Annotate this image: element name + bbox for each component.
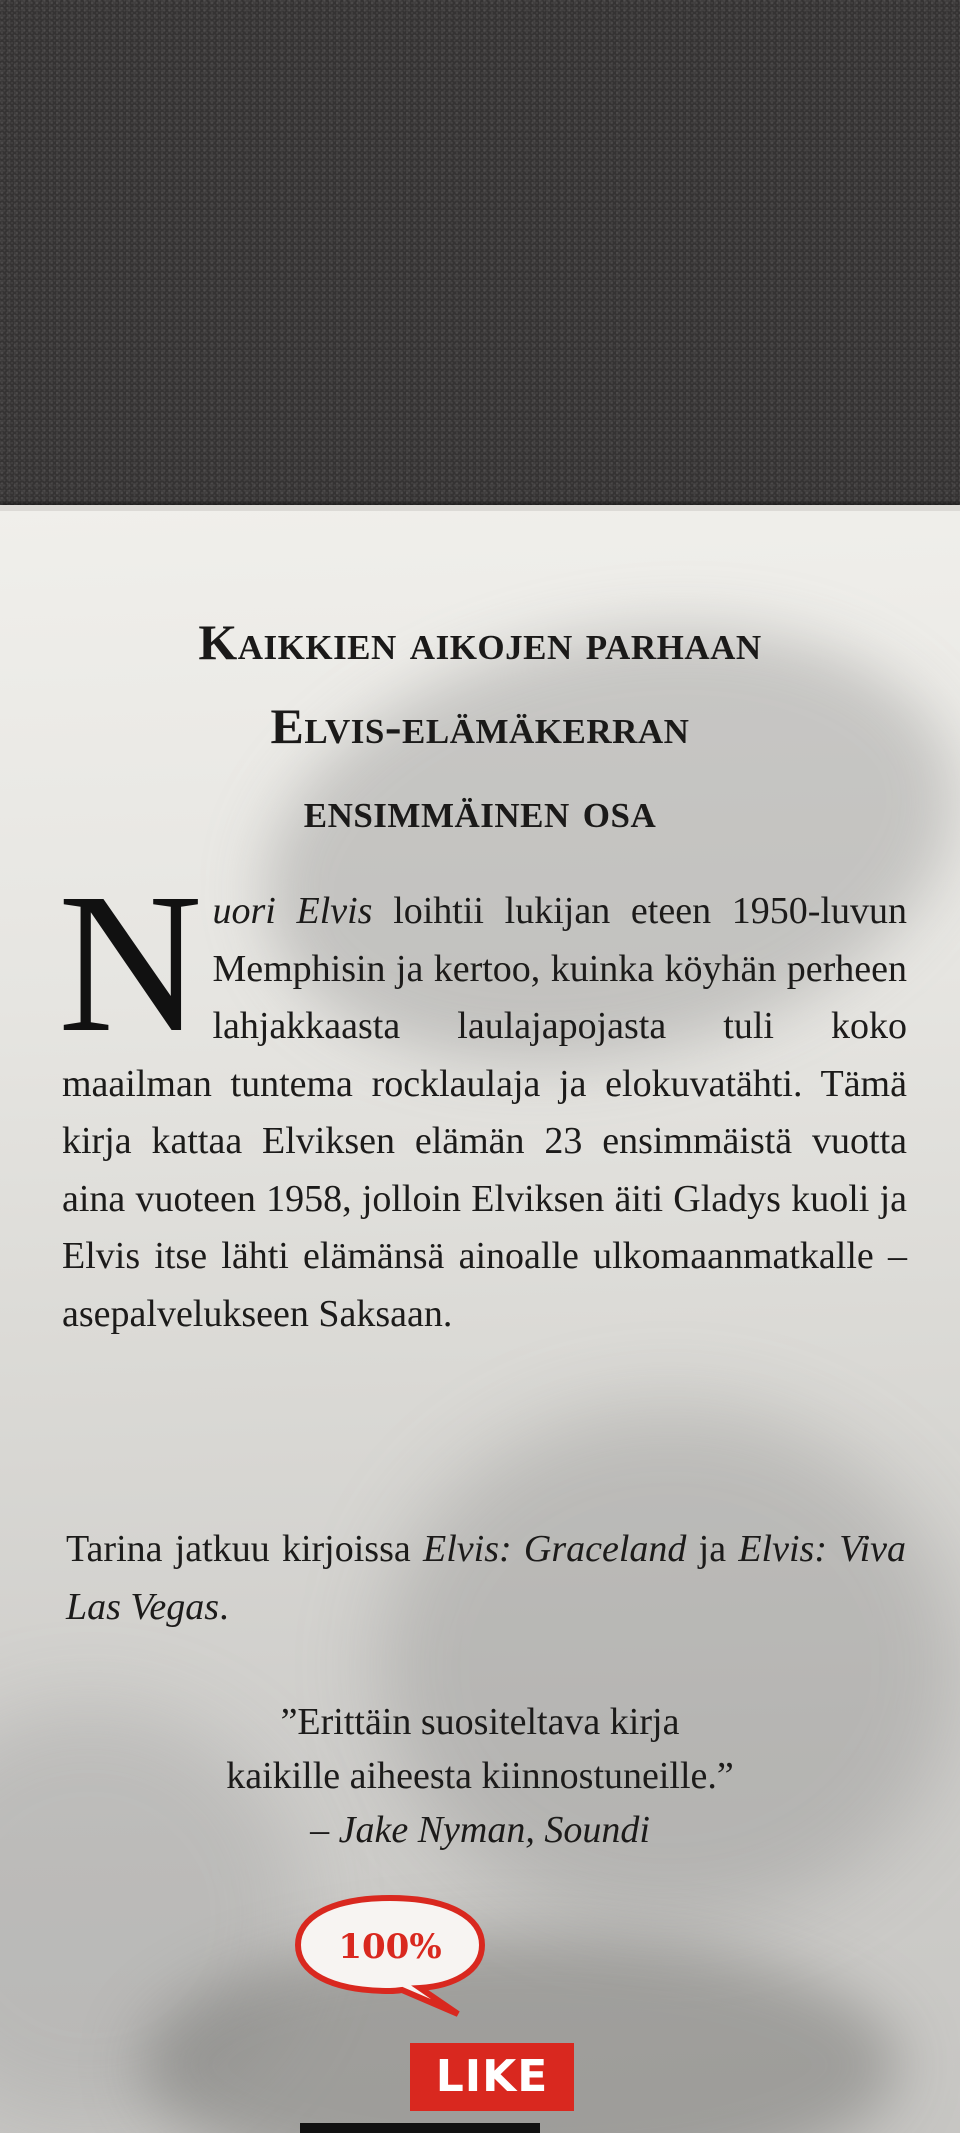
badge-text: 100% bbox=[338, 1927, 442, 1967]
series-note-lead: Tarina jatkuu kirjoissa bbox=[66, 1528, 411, 1570]
quote-source: – Jake Nyman, Soundi bbox=[310, 1809, 650, 1851]
series-note bbox=[66, 1520, 906, 1636]
book-back-cover bbox=[0, 505, 960, 2133]
blurb-text: loihtii lukijan eteen 1950-luvun Memphisin ja kertoo, kuinka köyhän perheen lahjakkaasta laulajapojasta tuli koko maailman tuntema rocklaulaja ja elokuvatähti. Tämä kirja kattaa Elviksen elämän 23 ensimmäistä vuotta aina vuoteen 1958, jolloin Elviksen äiti Gladys kuoli ja Elvis itse lähti elämänsä ainoalle ulkomaanmatkalle – asepalvelukseen Saksaan. bbox=[62, 890, 908, 1335]
barcode-strip bbox=[300, 2123, 540, 2133]
headline-line-3: ensimmäinen osa bbox=[303, 782, 657, 838]
speech-bubble-badge bbox=[290, 1890, 490, 2020]
series-book-1: Elvis: Graceland bbox=[423, 1528, 687, 1570]
dark-surface-background bbox=[0, 0, 960, 510]
headline-line-2: Elvis-elämäkerran bbox=[270, 698, 690, 754]
headline-line-1: Kaikkien aikojen parhaan bbox=[198, 614, 762, 670]
series-note-and: ja bbox=[698, 1528, 727, 1570]
series-note-end: . bbox=[219, 1586, 229, 1628]
quote-line-2: kaikille aiheesta kiinnostuneille.” bbox=[226, 1755, 734, 1797]
headline bbox=[40, 600, 920, 852]
book-title-inline: uori Elvis bbox=[212, 890, 373, 932]
series-book-2: Elvis: Viva Las Vegas bbox=[66, 1528, 907, 1628]
publisher-logo: LIKE bbox=[410, 2043, 574, 2111]
drop-cap: N bbox=[58, 853, 203, 1074]
review-quote bbox=[80, 1695, 880, 1857]
quote-line-1: ”Erittäin suositeltava kirja bbox=[280, 1701, 680, 1743]
cover-top-edge bbox=[0, 505, 960, 511]
blurb-paragraph bbox=[58, 853, 908, 1343]
